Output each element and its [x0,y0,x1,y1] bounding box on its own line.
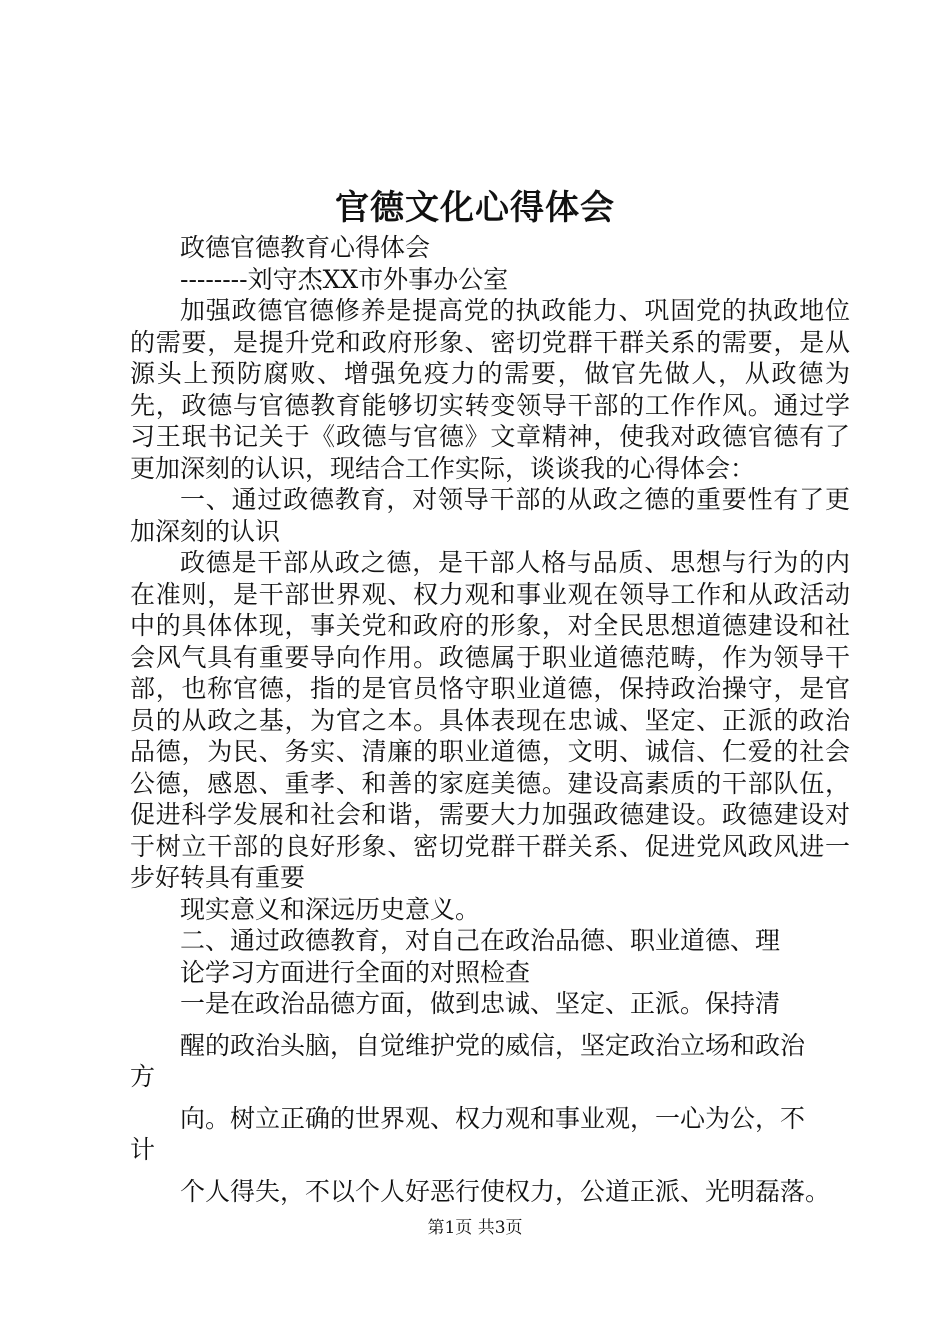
point-1-line-3: 向。树立正确的世界观、权力观和事业观，一心为公，不 [180,1103,806,1133]
subtitle-line: 政德官德教育心得体会 [180,233,431,262]
heading-2-line-1: 二、通过政德教育，对自己在政治品德、职业道德、理 [180,926,781,955]
point-1-line-2-wrap: 方 [130,1062,156,1091]
point-1-line-4: 个人得失，不以个人好恶行使权力，公道正派、光明磊落。 [180,1176,831,1206]
point-1-line-1: 一是在政治品德方面，做到忠诚、坚定、正派。保持清 [180,989,781,1018]
document-body [130,232,850,1207]
heading-2-line-2: 论学习方面进行全面的对照检查 [180,957,531,987]
author-line: --------刘守杰XX市外事办公室 [180,264,509,294]
paragraph-intro: 加强政德官德修养是提高党的执政能力、巩固党的执政地位的需要，是提升党和政府形象、密切党群干群关系的需要，是从源头上预防腐败、增强免疫力的需要，做官先做人，从政德为先，政德与官德教育能够切实转变领导干部的工作作风。通过学习王珉书记关于《政德与官德》文章精神，使我对政德官德有了更加深刻的认识，现结合工作实际，谈谈我的心得体会： [130,296,850,483]
point-1-line-2: 醒的政治头脑，自觉维护党的威信，坚定政治立场和政治 [180,1030,806,1060]
point-1-line-3-wrap: 计 [130,1135,156,1164]
paragraph-body-1: 政德是干部从政之德，是干部人格与品质、思想与行为的内在准则，是干部世界观、权力观和事业观在领导工作和从政活动中的具体体现，事关党和政府的形象，对全民思想道德建设和社会风气具有重要导向作用。政德属于职业道德范畴，作为领导干部，也称官德，指的是官员恪守职业道德，保持政治操守，是官员的从政之基，为官之本。具体表现在忠诚、坚定、正派的政治品德，为民、务实、清廉的职业道德，文明、诚信、仁爱的社会公德，感恩、重孝、和善的家庭美德。建设高素质的干部队伍，促进科学发展和社会和谐，需要大力加强政德建设。政德建设对于树立干部的良好形象、密切党群干群关系、促进党风政风进一步好转具有重要 [130,548,850,892]
document-title: 官德文化心得体会 [335,188,615,228]
paragraph-heading-1: 一、通过政德教育，对领导干部的从政之德的重要性有了更加深刻的认识 [130,485,850,546]
continuation-line: 现实意义和深远历史意义。 [180,894,481,924]
page-footer: 第1页 共3页 [427,1218,523,1238]
